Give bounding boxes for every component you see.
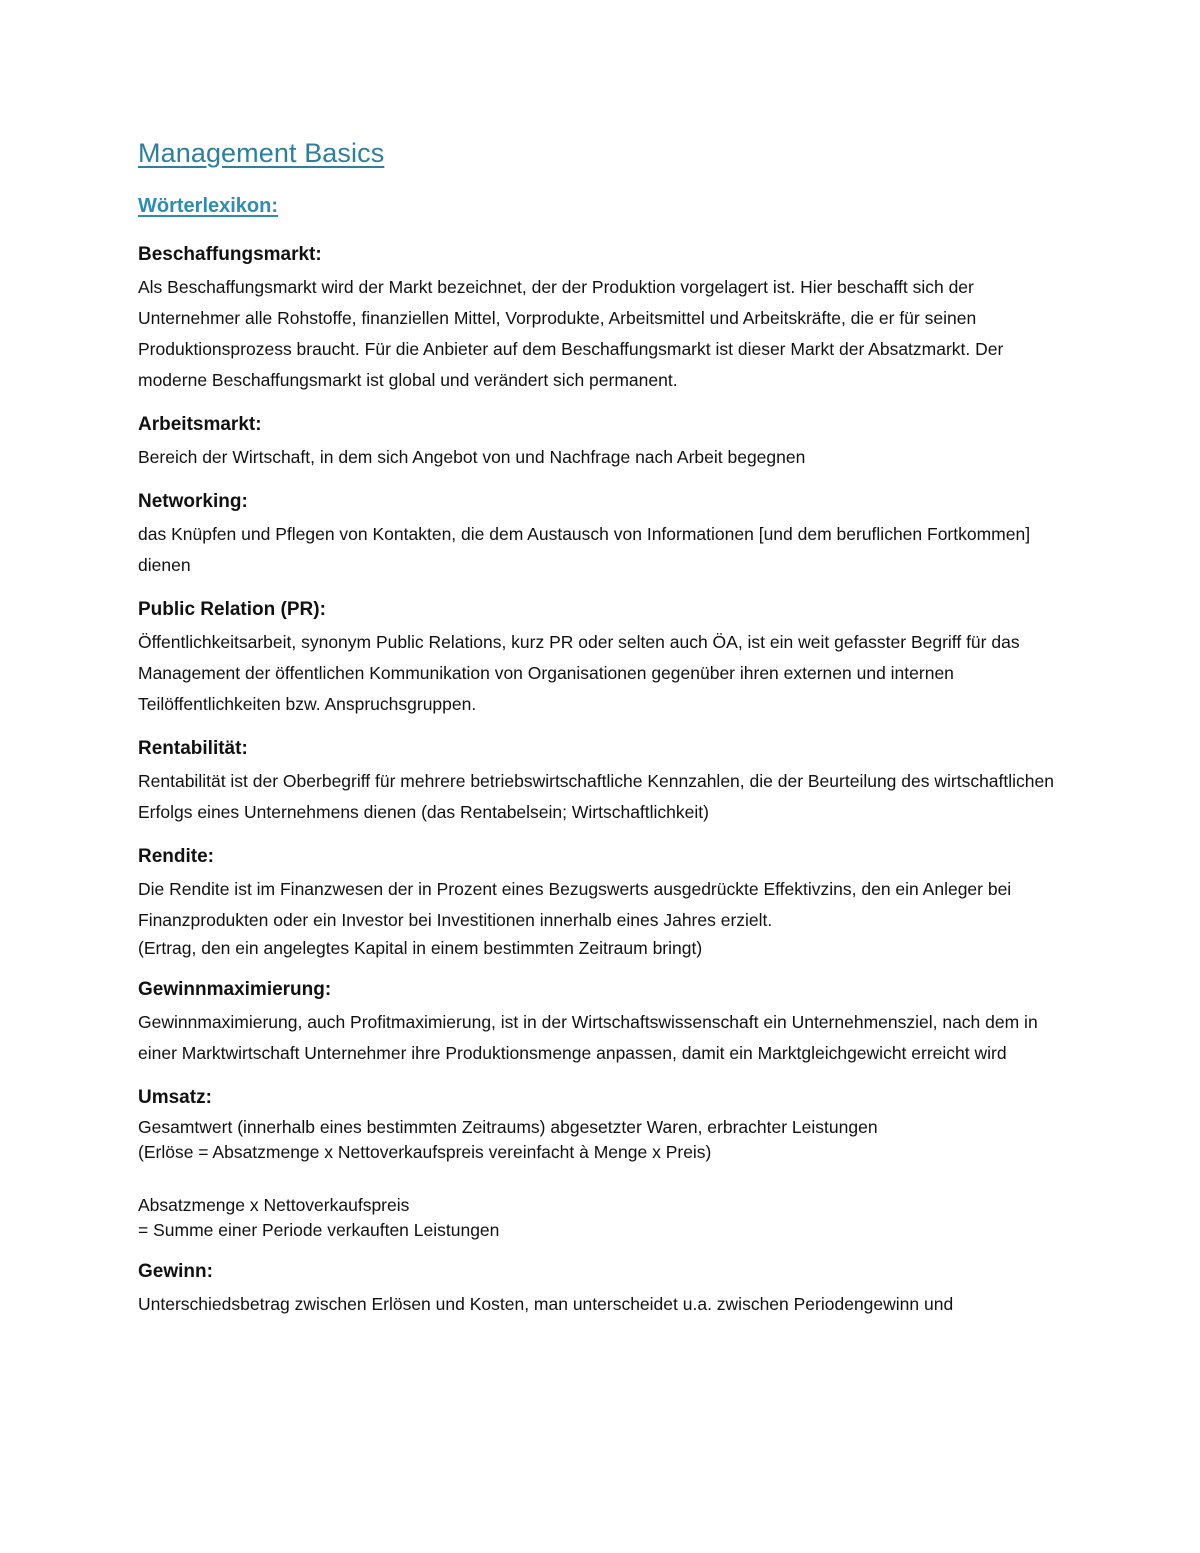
entry-term: Gewinnmaximierung: [138, 979, 332, 1000]
document-title: Management Basics [138, 138, 385, 168]
entry-gewinn [138, 1260, 1068, 1320]
entry-networking [138, 490, 1068, 581]
entry-term: Gewinn: [138, 1261, 213, 1282]
entry-term: Umsatz: [138, 1087, 212, 1108]
entry-term: Rendite: [138, 846, 214, 867]
document-subtitle: Wörterlexikon: [138, 195, 279, 217]
entry-gewinnmaximierung [138, 978, 1068, 1069]
entry-public-relation [138, 598, 1068, 720]
entry-rendite [138, 845, 1068, 961]
entry-rentabilitaet [138, 737, 1068, 828]
entry-term: Beschaffungsmarkt: [138, 244, 322, 265]
entry-formula-line: Absatzmenge x Nettoverkaufspreis [138, 1195, 410, 1215]
document-page [138, 138, 1068, 1337]
entry-umsatz [138, 1086, 1068, 1243]
entry-definition: Öffentlichkeitsarbeit, synonym Public Relations, kurz PR oder selten auch ÖA, ist ein weit gefasster Begriff für das Management der öffentlichen Kommunikation von Organisationen gegenüber ihren externen und internen Teilöffentlichkeiten bzw. Anspruchsgruppen. [138, 632, 1020, 714]
entry-definition: Gesamtwert (innerhalb eines bestimmten Zeitraums) abgesetzter Waren, erbrachter Leistungen [138, 1117, 878, 1137]
entry-term: Public Relation (PR): [138, 599, 326, 620]
entry-definition: Als Beschaffungsmarkt wird der Markt bezeichnet, der der Produktion vorgelagert ist. Hier beschafft sich der Unternehmer alle Rohstoffe, finanziellen Mittel, Vorprodukte, Arbeitsmittel und Arbeitskräfte, die er für seinen Produktionsprozess braucht. Für die Anbieter auf dem Beschaffungsmarkt ist dieser Markt der Absatzmarkt. Der moderne Beschaffungsmarkt ist global und verändert sich permanent. [138, 277, 1004, 390]
entry-formula-result: = Summe einer Periode verkauften Leistungen [138, 1220, 500, 1240]
entry-term: Arbeitsmarkt: [138, 414, 262, 435]
entry-definition: Rentabilität ist der Oberbegriff für mehrere betriebswirtschaftliche Kennzahlen, die der Beurteilung des wirtschaftlichen Erfolgs eines Unternehmens dienen (das Rentabelsein; Wirtschaftlichkeit) [138, 771, 1054, 822]
entry-definition: Die Rendite ist im Finanzwesen der in Prozent eines Bezugswerts ausgedrückte Effektivzins, den ein Anleger bei Finanzprodukten oder ein Investor bei Investitionen innerhalb eines Jahres erzielt. [138, 879, 1012, 930]
entry-note: (Erlöse = Absatzmenge x Nettoverkaufspreis vereinfacht à Menge x Preis) [138, 1142, 712, 1162]
entry-arbeitsmarkt [138, 413, 1068, 473]
entry-note: (Ertrag, den ein angelegtes Kapital in einem bestimmten Zeitraum bringt) [138, 938, 703, 958]
entry-beschaffungsmarkt [138, 243, 1068, 396]
entry-definition: Unterschiedsbetrag zwischen Erlösen und Kosten, man unterscheidet u.a. zwischen Periodengewinn und [138, 1294, 954, 1314]
entry-definition: Gewinnmaximierung, auch Profitmaximierung, ist in der Wirtschaftswissenschaft ein Unternehmensziel, nach dem in einer Marktwirtschaft Unternehmer ihre Produktionsmenge anpassen, damit ein Marktgleichgewicht erreicht wird [138, 1012, 1038, 1063]
entry-definition: das Knüpfen und Pflegen von Kontakten, die dem Austausch von Informationen [und dem beruflichen Fortkommen] dienen [138, 524, 1031, 575]
entry-definition: Bereich der Wirtschaft, in dem sich Angebot von und Nachfrage nach Arbeit begegnen [138, 447, 806, 467]
entry-term: Rentabilität: [138, 738, 248, 759]
entry-term: Networking: [138, 491, 248, 512]
